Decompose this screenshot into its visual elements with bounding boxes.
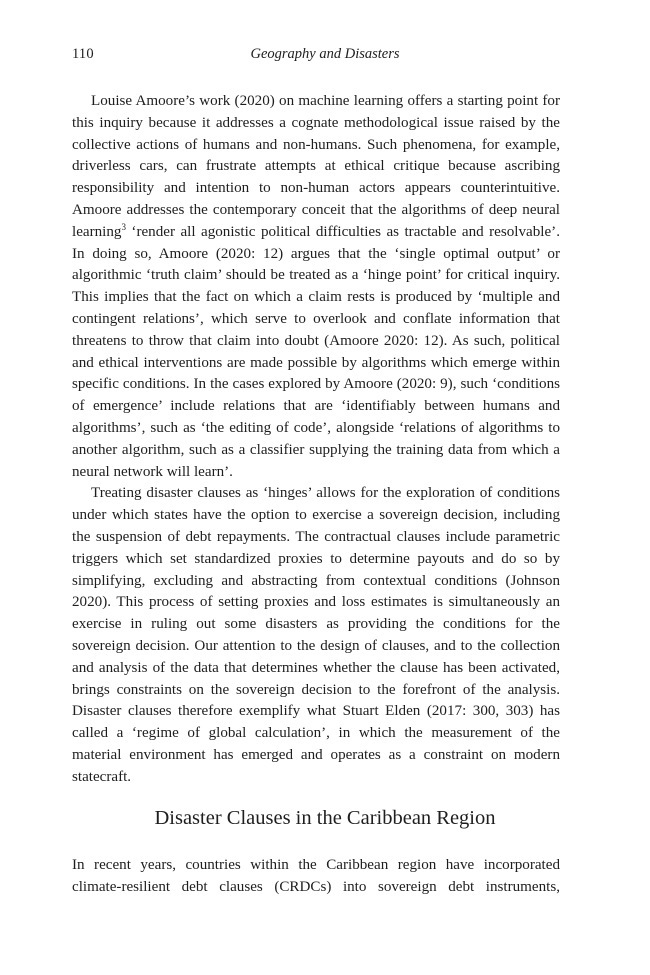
section-text-block bbox=[72, 855, 560, 899]
paragraph-amoore-part-2: ‘render all agonistic political difficulties as tractable and resolvable’. In doing so, Amoore (2020: 12) argues that the ‘single optimal output’ or algorithmic ‘truth claim’ should be treated as a ‘hinge point’ for critical inquiry. This implies that the fact on which a claim rests is produced by ‘multiple and contingent relations’, which serve to overlook and conflate information that threatens to throw that claim into doubt (Amoore 2020: 12). As such, political and ethical interventions are made possible by algorithms which emerge within specific conditions. In the cases explored by Amoore (2020: 9), such ‘conditions of emergence’ include relations that are ‘identifiably between humans and algorithms’, such as ‘the editing of code’, alongside ‘relations of algorithms to another algorithm, such as a classifier supplying the training data from which a neural network will learn’. bbox=[72, 223, 560, 480]
paragraph-disaster-clauses-hinges: Treating disaster clauses as ‘hinges’ allows for the exploration of conditions under which states have the option to exercise a sovereign decision, including the suspension of debt repayments. The contractual clauses include parametric triggers which set standardized proxies to determine payouts and do so by simplifying, excluding and abstracting from contextual conditions (Johnson 2020). This process of setting proxies and loss estimates is simultaneously an exercise in ruling out some disasters as providing the conditions for the sovereign decision. Our attention to the design of clauses, and to the collection and analysis of the data that determines whether the clause has been activated, brings constraints on the sovereign decision to the forefront of the analysis. Disaster clauses therefore exemplify what Stuart Elden (2017: 300, 303) has called a ‘regime of global calculation’, in which the measurement of the material environment has emerged and operates as a constraint on modern statecraft. bbox=[72, 485, 560, 785]
paragraph-amoore-part-1: Louise Amoore’s work (2020) on machine learning offers a starting point for this inquiry because it addresses a cognate methodological issue raised by the collective actions of humans and non-humans. Such phenomena, for example, driverless cars, can frustrate attempts at ethical critique because ascribing responsibility and intention to non-human actors appears counterintuitive. Amoore addresses the contemporary conceit that the algorithms of deep neural learning bbox=[72, 93, 560, 240]
section-heading: Disaster Clauses in the Caribbean Region bbox=[154, 807, 496, 829]
page-number: 110 bbox=[72, 46, 94, 62]
footnote-marker: 3 bbox=[121, 221, 126, 232]
paragraph-caribbean: In recent years, countries within the Caribbean region have incorporated climate-resilient debt clauses (CRDCs) into sovereign debt instruments, bbox=[72, 857, 560, 895]
running-head-title: Geography and Disasters bbox=[250, 46, 400, 62]
paragraph-amoore bbox=[72, 91, 560, 483]
main-text-block bbox=[72, 91, 560, 789]
